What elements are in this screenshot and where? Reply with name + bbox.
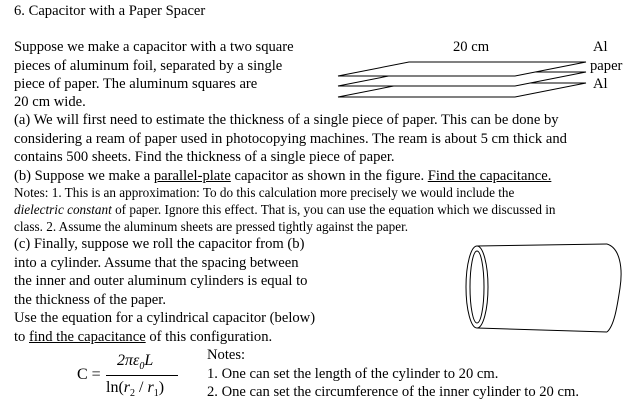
figure-label-al-top: Al bbox=[593, 39, 608, 55]
intro-line-3: piece of paper. The aluminum squares are bbox=[14, 76, 258, 92]
cylinder-inner-rim bbox=[470, 251, 484, 323]
notes-b-line-1: Notes: 1. This is an approximation: To do this calculation more precisely we would include the bbox=[14, 185, 515, 200]
part-c-line-2: into a cylinder. Assume that the spacing between bbox=[14, 255, 299, 271]
part-b-mid: capacitor as shown in the figure. bbox=[230, 168, 428, 184]
problem-title: 6. Capacitor with a Paper Spacer bbox=[14, 3, 206, 19]
notes-c-item-2: 2. One can set the circumference of the inner cylinder to 20 cm. bbox=[207, 384, 579, 400]
figure-label-paper: paper bbox=[590, 58, 623, 74]
part-a-line-1: (a) We will first need to estimate the thickness of a single piece of paper. This can be done by bbox=[14, 112, 559, 128]
cylinder-outer-rim bbox=[466, 246, 488, 328]
formula-fraction-bar bbox=[106, 375, 178, 376]
formula-denominator: $\ln(r_2 / r_1)$ bbox=[106, 379, 165, 400]
part-a-line-2: considering a ream of paper used in photocopying machines. The ream is about 5 cm thick and bbox=[14, 131, 567, 147]
notes-c-item-1: 1. One can set the length of the cylinder to 20 cm. bbox=[207, 366, 499, 382]
cylinder-bottom-edge bbox=[477, 328, 607, 332]
dielectric-constant-term: dielectric constant bbox=[14, 202, 112, 217]
intro-line-4: 20 cm wide. bbox=[14, 94, 86, 110]
notes-b-line-3: class. 2. Assume the aluminum sheets are pressed tightly against the paper. bbox=[14, 219, 409, 234]
notes-c-heading: Notes: bbox=[207, 347, 246, 363]
cylinder-far-end bbox=[607, 244, 621, 332]
figure-width-label: 20 cm bbox=[453, 39, 490, 55]
part-c-line-3: the inner and outer aluminum cylinders is equal to bbox=[14, 273, 308, 289]
part-c-last-rest: of this configuration. bbox=[145, 329, 273, 345]
part-c-line-5: Use the equation for a cylindrical capacitor (below) bbox=[14, 310, 316, 326]
part-a-line-3: contains 500 sheets. Find the thickness of a single piece of paper. bbox=[14, 149, 395, 165]
part-c-line-1: (c) Finally, suppose we roll the capacitor from (b) bbox=[14, 236, 305, 252]
find-capacitance-link-c[interactable]: find the capacitance bbox=[29, 329, 146, 345]
intro-line-1: Suppose we make a capacitor with a two square bbox=[14, 39, 294, 55]
parallel-plate-link[interactable]: parallel-plate bbox=[153, 168, 231, 184]
part-b-lead: (b) Suppose we make a bbox=[14, 168, 154, 184]
figure-label-al-bottom: Al bbox=[593, 76, 608, 92]
intro-line-2: pieces of aluminum foil, separated by a single bbox=[14, 58, 283, 74]
part-c-line-4: the thickness of the paper. bbox=[14, 292, 166, 308]
formula-lhs: C = bbox=[77, 366, 101, 383]
formula-numerator: $2\pi\varepsilon_0L$ bbox=[117, 352, 154, 373]
part-c-last-lead: to bbox=[14, 329, 29, 345]
find-capacitance-link-b[interactable]: Find the capacitance. bbox=[427, 168, 552, 184]
cylinder-top-edge bbox=[477, 244, 607, 246]
notes-b-line-2-rest: of paper. Ignore this effect. That is, you can use the equation which we discussed in bbox=[111, 202, 556, 217]
